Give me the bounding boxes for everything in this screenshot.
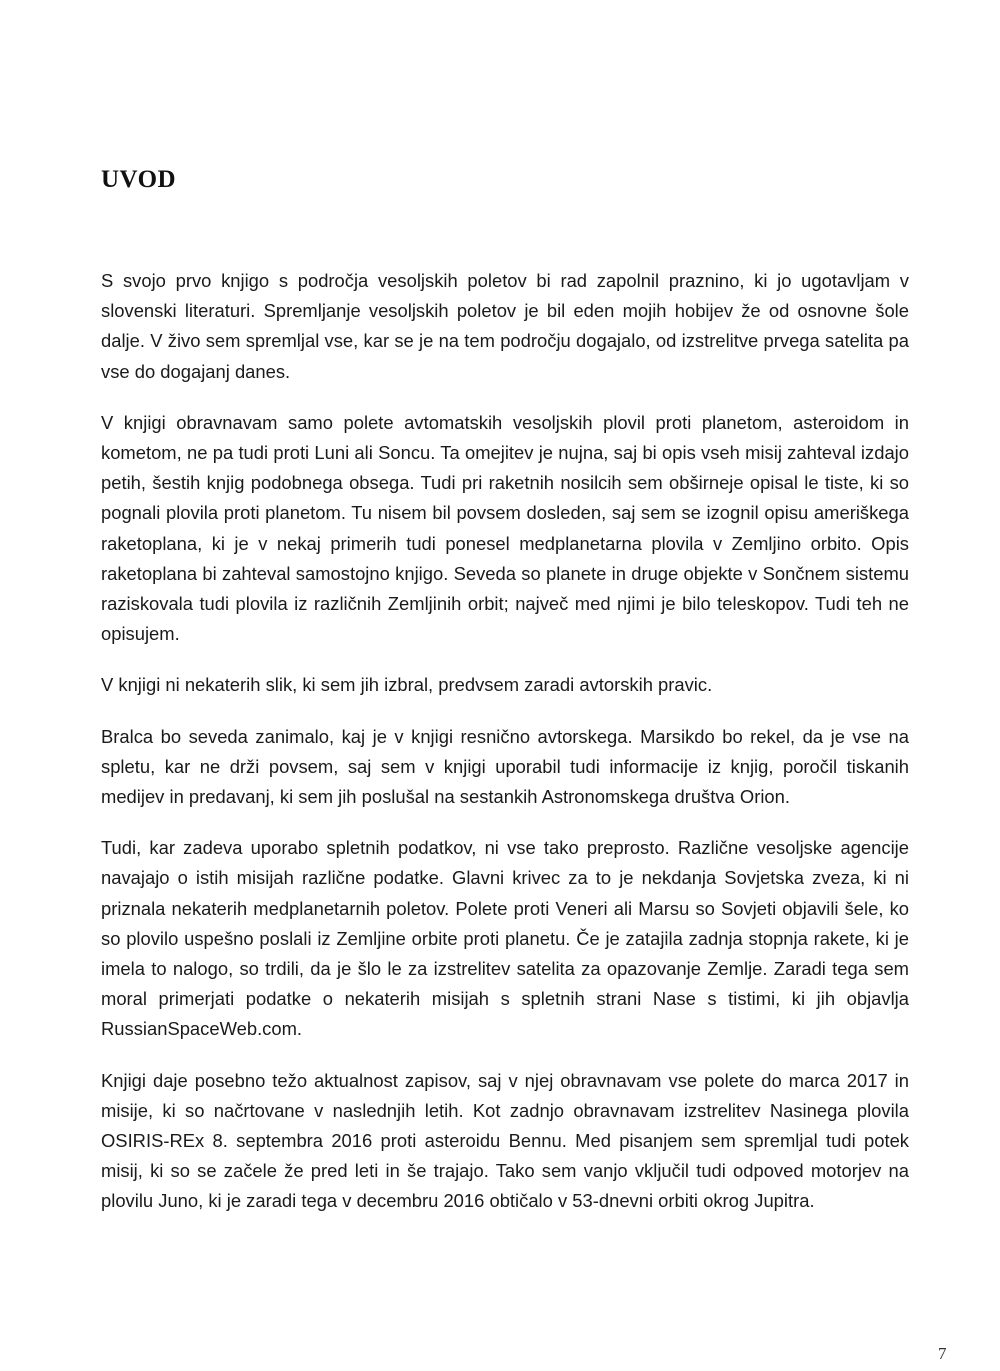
paragraph-1: S svojo prvo knjigo s področja vesoljskih poletov bi rad zapolnil praznino, ki jo ugotavljam v slovenski literaturi. Spremljanje vesoljskih poletov je bil eden mojih hobijev že od osnovne šole dalje. V živo sem spremljal vse, kar se je na tem področju dogajalo, od izstrelitve prvega satelita pa vse do dogajanj danes. bbox=[101, 270, 909, 382]
chapter-heading: UVOD bbox=[101, 166, 177, 193]
paragraph-2: V knjigi obravnavam samo polete avtomatskih vesoljskih plovil proti planetom, asteroidom in kometom, ne pa tudi proti Luni ali Soncu. Ta omejitev je nujna, saj bi opis vseh misij zahteval izdajo petih, šestih knjig podobnega obsega. Tudi pri raketnih nosilcih sem obširneje opisal le tiste, ki so pognali plovila proti planetom. Tu nisem bil povsem dosleden, saj sem se izognil opisu ameriškega raketoplana, ki je v nekaj primerih tudi ponesel medplanetarna plovila v Zemljino orbito. Opis raketoplana bi zahteval samostojno knjigo. Seveda so planete in druge objekte v Sončnem sistemu raziskovala tudi plovila iz različnih Zemljinih orbit; največ med njimi je bilo teleskopov. Tudi teh ne opisujem. bbox=[101, 411, 909, 645]
paragraph-3: V knjigi ni nekaterih slik, ki sem jih izbral, predvsem zaradi avtorskih pravic. bbox=[101, 674, 713, 696]
chapter-body bbox=[101, 266, 909, 1238]
paragraph-4: Bralca bo seveda zanimalo, kaj je v knjigi resnično avtorskega. Marsikdo bo rekel, da je vse na spletu, kar ne drži povsem, saj sem v knjigi uporabil tudi informacije iz knjig, poročil tiskanih medijev in predavanj, ki sem jih poslušal na sestankih Astronomskega društva Orion. bbox=[101, 725, 909, 808]
paragraph-5: Tudi, kar zadeva uporabo spletnih podatkov, ni vse tako preprosto. Različne vesoljske agencije navajajo o istih misijah različne podatke. Glavni krivec za to je nekdanja Sovjetska zveza, ki ni priznala nekaterih medplanetarnih poletov. Polete proti Veneri ali Marsu so Sovjeti objavili šele, ko so plovilo uspešno poslali iz Zemljine orbite proti planetu. Če je zatajila zadnja stopnja rakete, ki je imela to nalogo, so trdili, da je šlo le za izstrelitev satelita za opazovanje Zemlje. Zaradi tega sem moral primerjati podatke o nekaterih misijah s spletnih strani Nase s tistimi, ki jih objavlja RussianSpaceWeb.com. bbox=[101, 837, 909, 1040]
page-number: 7 bbox=[938, 1344, 947, 1363]
paragraph-6: Knjigi daje posebno težo aktualnost zapisov, saj v njej obravnavam vse polete do marca 2017 in misije, ki so načrtovane v naslednjih letih. Kot zadnjo obravnavam izstrelitev Nasinega plovila OSIRIS-REx 8. septembra 2016 proti asteroidu Bennu. Med pisanjem sem spremljal tudi potek misij, ki so se začele že pred leti in še trajajo. Tako sem vanjo vključil tudi odpoved motorjev na plovilu Juno, ki je zaradi tega v decembru 2016 obtičalo v 53-dnevni orbiti okrog Jupitra. bbox=[101, 1069, 909, 1212]
